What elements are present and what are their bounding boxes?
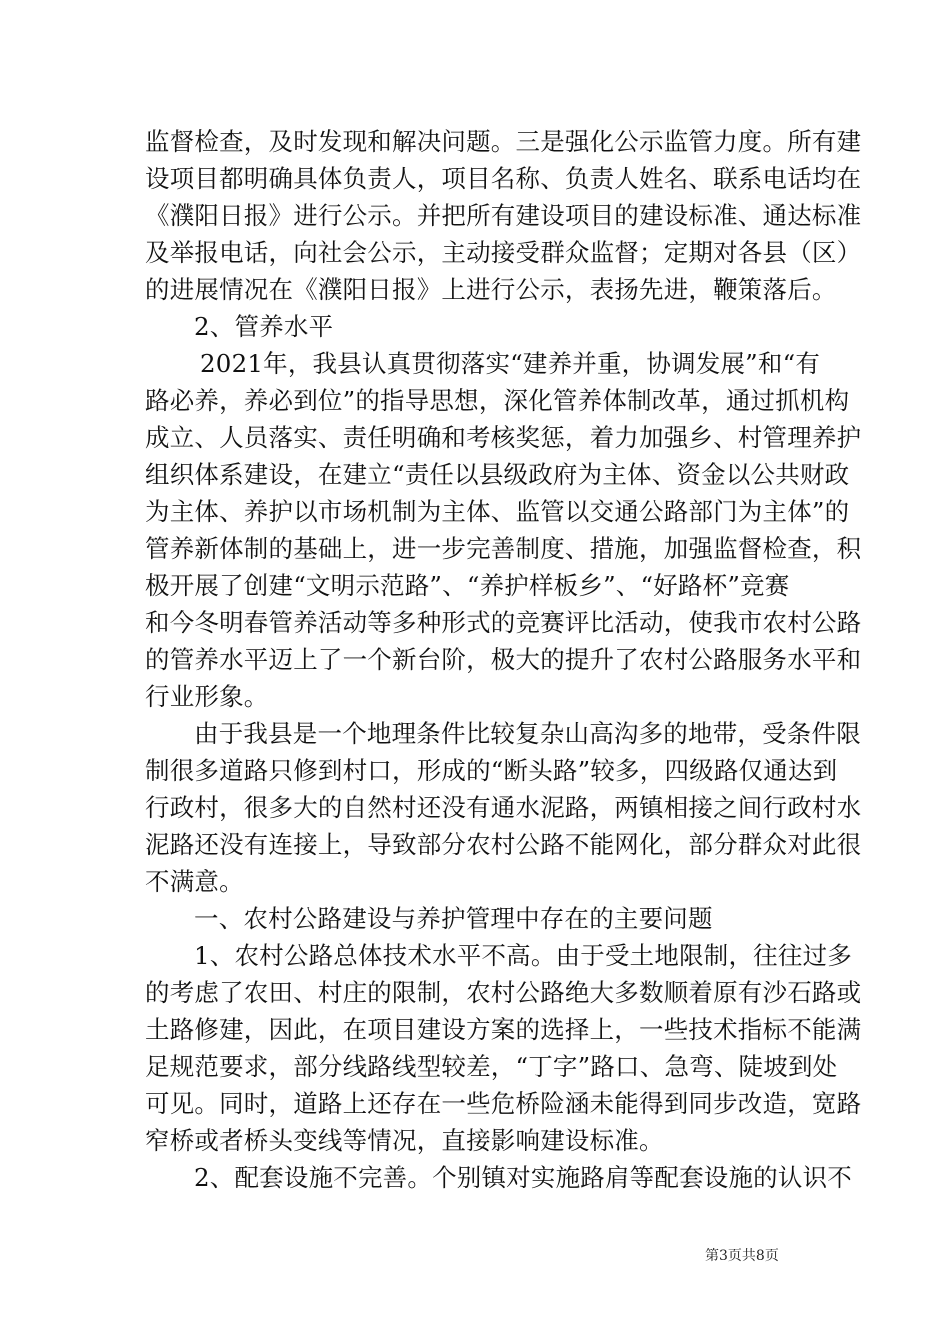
text-line: 管养新体制的基础上，进一步完善制度、措施，加强监督检查，积	[145, 534, 862, 563]
section-heading: 2、管养水平	[194, 312, 334, 341]
text-line: 为主体、养护以市场机制为主体、监管以交通公路部门为主体”的	[145, 497, 850, 526]
paragraph-first-line: 2、配套设施不完善。个别镇对实施路肩等配套设施的认识不	[194, 1163, 852, 1192]
text-line: 泥路还没有连接上，导致部分农村公路不能网化，部分群众对此很	[145, 830, 862, 859]
text-line: 的考虑了农田、村庄的限制，农村公路绝大多数顺着原有沙石路或	[145, 978, 862, 1007]
text-line: 的管养水平迈上了一个新台阶，极大的提升了农村公路服务水平和	[145, 645, 862, 674]
text-line: 窄桥或者桥头变线等情况，直接影响建设标准。	[145, 1126, 664, 1155]
paragraph-first-line: 1、农村公路总体技术水平不高。由于受土地限制，往往过多	[194, 941, 852, 970]
text-line: 和今冬明春管养活动等多种形式的竞赛评比活动，使我市农村公路	[145, 608, 862, 637]
text-line: 成立、人员落实、责任明确和考核奖惩，着力加强乡、村管理养护	[145, 423, 862, 452]
paragraph-first-line: 2021年，我县认真贯彻落实“建养并重，协调发展”和“有	[200, 349, 821, 378]
text-line: 监督检查，及时发现和解决问题。三是强化公示监管力度。所有建	[145, 127, 862, 156]
text-line: 路必养，养必到位”的指导思想，深化管养体制改革，通过抓机构	[145, 386, 850, 415]
text-line: 行政村，很多大的自然村还没有通水泥路，两镇相接之间行政村水	[145, 793, 862, 822]
text-line: 不满意。	[145, 867, 244, 896]
text-line: 制很多道路只修到村口，形成的“断头路”较多，四级路仅通达到	[145, 756, 838, 785]
text-line: 极开展了创建“文明示范路”、“养护样板乡”、“好路杯”竞赛	[145, 571, 790, 600]
text-line: 设项目都明确具体负责人，项目名称、负责人姓名、联系电话均在	[145, 164, 862, 193]
text-line: 《濮阳日报》进行公示。并把所有建设项目的建设标准、通达标准	[145, 201, 862, 230]
text-line: 可见。同时，道路上还存在一些危桥险涵未能得到同步改造，宽路	[145, 1089, 862, 1118]
text-line: 足规范要求，部分线路线型较差，“丁字”路口、急弯、陡坡到处	[145, 1052, 838, 1081]
text-line: 土路修建，因此，在项目建设方案的选择上，一些技术指标不能满	[145, 1015, 862, 1044]
section-heading: 一、农村公路建设与养护管理中存在的主要问题	[194, 904, 713, 933]
text-line: 组织体系建设，在建立“责任以县级政府为主体、资金以公共财政	[145, 460, 850, 489]
text-line: 及举报电话，向社会公示，主动接受群众监督；定期对各县（区）	[145, 238, 862, 267]
paragraph-first-line: 由于我县是一个地理条件比较复杂山高沟多的地带，受条件限	[194, 719, 861, 748]
text-line: 行业形象。	[145, 682, 269, 711]
text-line: 的进展情况在《濮阳日报》上进行公示，表扬先进，鞭策落后。	[145, 275, 837, 304]
page-number: 第3页共8页	[705, 1248, 779, 1264]
